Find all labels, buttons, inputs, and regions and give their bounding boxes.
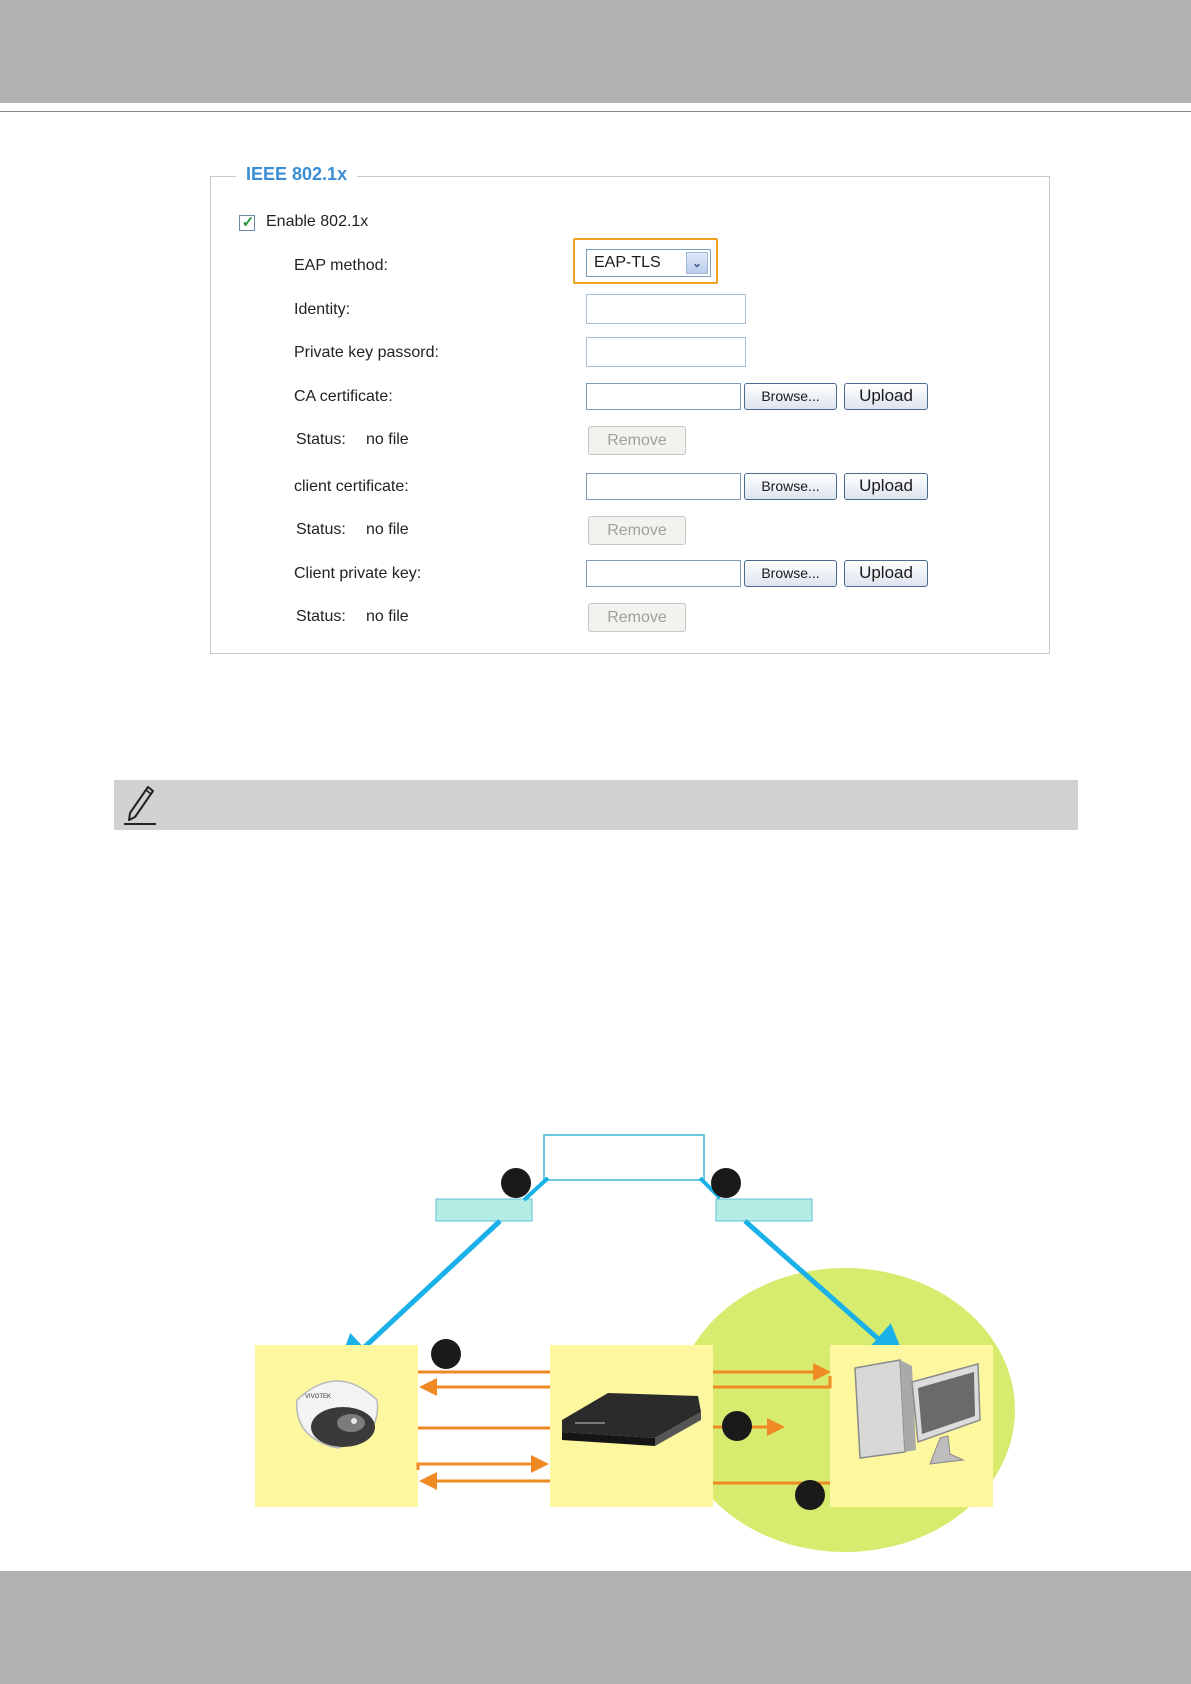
enable-8021x-checkbox[interactable] [239,215,255,231]
private-key-password-input[interactable] [586,337,746,367]
client-certificate-status-value: no file [366,521,409,538]
ca-certificate-browse-button[interactable]: Browse... [744,383,837,410]
header-rule [0,111,1191,112]
step-marker-d [722,1411,752,1441]
footer-band [0,1571,1191,1684]
camera-brand: VIVOTEK [305,1394,332,1400]
step-marker-b [711,1168,741,1198]
eap-method-select[interactable] [586,249,711,277]
ca-certificate-file-input[interactable] [586,383,741,410]
chevron-down-icon[interactable]: ⌄ [686,252,708,274]
ca-certificate-status-label: Status: [296,431,346,448]
identity-label: Identity: [294,301,351,318]
client-certificate-browse-button[interactable]: Browse... [744,473,837,500]
client-private-key-status-value: no file [366,608,409,625]
check-icon: ✓ [241,214,255,231]
step-marker-c [431,1339,461,1369]
eap-method-value: EAP-TLS [594,254,661,271]
ca-certificate-label: CA certificate: [294,388,393,405]
ca-certificate-status-value: no file [366,431,409,448]
orange-arrow-4 [418,1464,546,1470]
client-certificate-status-label: Status: [296,521,346,538]
client-private-key-remove-button[interactable]: Remove [588,603,686,632]
ca-certificate-remove-button[interactable]: Remove [588,426,686,455]
ca-certificate-upload-button[interactable]: Upload [844,383,928,410]
client-private-key-upload-button[interactable]: Upload [844,560,928,587]
client-certificate-label: client certificate: [294,478,409,495]
client-certificate-upload-button[interactable]: Upload [844,473,928,500]
client-private-key-status-label: Status: [296,608,346,625]
step-marker-e [795,1480,825,1510]
client-private-key-browse-button[interactable]: Browse... [744,560,837,587]
panel-legend: IEEE 802.1x [236,164,357,185]
client-certificate-remove-button[interactable]: Remove [588,516,686,545]
enable-8021x-label: Enable 802.1x [266,213,369,230]
identity-input[interactable] [586,294,746,324]
top-label-box [544,1135,704,1180]
authentication-diagram [0,1120,1191,1560]
client-certificate-file-input[interactable] [586,473,741,500]
client-private-key-file-input[interactable] [586,560,741,587]
left-label-box [436,1199,532,1221]
client-private-key-label: Client private key: [294,565,422,582]
header-band [0,0,1191,103]
right-label-box [716,1199,812,1221]
note-bar [114,780,1078,830]
eap-method-label: EAP method: [294,257,388,274]
step-marker-a [501,1168,531,1198]
private-key-password-label: Private key passord: [294,344,439,361]
pencil-icon [122,784,158,826]
